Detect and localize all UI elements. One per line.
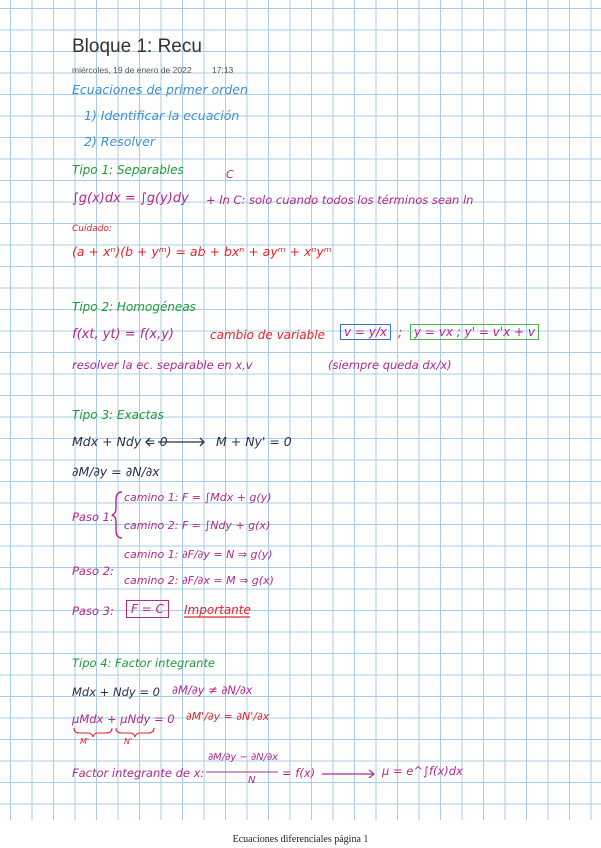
tipo4-heading: Tipo 4: Factor integrante bbox=[72, 656, 215, 670]
arrow-factor bbox=[322, 770, 374, 778]
arrow-tipo3 bbox=[146, 438, 204, 446]
page-time: 17:13 bbox=[212, 65, 234, 75]
paso1-camino1: camino 1: F = ∫Mdx + g(y) bbox=[124, 491, 272, 504]
tipo2-siempre: (siempre queda dx/x) bbox=[328, 358, 452, 372]
tipo4-condition: ∂M/∂y ≠ ∂N/∂x bbox=[172, 683, 253, 697]
paso1-label: Paso 1: bbox=[72, 510, 114, 524]
page-title: Bloque 1: Recu bbox=[72, 36, 202, 57]
notes-heading: Ecuaciones de primer orden bbox=[72, 82, 248, 97]
factor-mu: μ = e^∫f(x)dx bbox=[382, 764, 463, 778]
tipo4-condition-mu: ∂M'/∂y = ∂N'/∂x bbox=[186, 710, 270, 723]
factor-result: = f(x) bbox=[282, 766, 316, 780]
cuidado-equation: (a + xⁿ)(b + yᵐ) = ab + bxⁿ + ayᵐ + xⁿyᵐ bbox=[72, 244, 332, 259]
tipo2-box-v: v = y/x bbox=[340, 324, 391, 340]
paso2-label: Paso 2: bbox=[72, 564, 114, 578]
tipo3-condition: ∂M/∂y = ∂N/∂x bbox=[72, 464, 160, 479]
brace-paso1 bbox=[112, 492, 122, 538]
tipo4-m-prime: M' bbox=[80, 737, 90, 746]
step-resolve: 2) Resolver bbox=[84, 134, 156, 149]
step-identify: 1) Identificar la ecuación bbox=[84, 108, 240, 123]
page-footer: Ecuaciones diferenciales página 1 bbox=[232, 834, 369, 845]
tipo1-constant: C bbox=[226, 168, 234, 181]
paso3-label: Paso 3: bbox=[72, 604, 114, 618]
page-date: miércoles, 19 de enero de 2022 bbox=[72, 65, 192, 75]
underbrace-m bbox=[74, 728, 112, 737]
paso3-box: F = C bbox=[126, 600, 169, 618]
paso2-camino1: camino 1: ∂F/∂y = N ⇒ g(y) bbox=[124, 548, 273, 561]
factor-numerator: ∂M/∂y − ∂N/∂x bbox=[208, 752, 279, 763]
tipo2-box-substitution: y = vx ; y' = v'x + v bbox=[410, 324, 539, 340]
tipo4-n-prime: N' bbox=[124, 737, 133, 746]
tipo2-resolver: resolver la ec. separable en x,v bbox=[72, 358, 253, 372]
tipo4-equation: Mdx + Ndy = 0 bbox=[72, 685, 160, 699]
paso1-camino2: camino 2: F = ∫Ndy + g(x) bbox=[124, 519, 271, 532]
tipo2-cambio: cambio de variable bbox=[210, 328, 325, 342]
tipo1-equation: ∫g(x)dx = ∫g(y)dy bbox=[72, 191, 189, 206]
tipo2-heading: Tipo 2: Homogéneas bbox=[72, 300, 196, 314]
tipo1-heading: Tipo 1: Separables bbox=[72, 163, 184, 177]
factor-denominator: N bbox=[248, 775, 256, 786]
tipo1-note: + ln C: solo cuando todos los términos sean ln bbox=[206, 193, 474, 207]
factor-label: Factor integrante de x: bbox=[72, 766, 205, 780]
tipo3-equation: Mdx + Ndy = 0 bbox=[72, 434, 168, 449]
tipo2-semicolon: ; bbox=[398, 326, 403, 341]
tipo2-equation: f(xt, yt) = f(x,y) bbox=[72, 327, 174, 342]
importante-label: Importante bbox=[184, 603, 251, 617]
tipo3-heading: Tipo 3: Exactas bbox=[72, 408, 164, 422]
paso2-camino2: camino 2: ∂F/∂x = M ⇒ g(x) bbox=[124, 574, 274, 587]
cuidado-label: Cuidado: bbox=[72, 224, 112, 234]
tipo4-equation-mu: μMdx + μNdy = 0 bbox=[72, 712, 175, 726]
tipo3-equation-2: M + Ny' = 0 bbox=[216, 434, 292, 449]
underbrace-n bbox=[116, 728, 154, 737]
